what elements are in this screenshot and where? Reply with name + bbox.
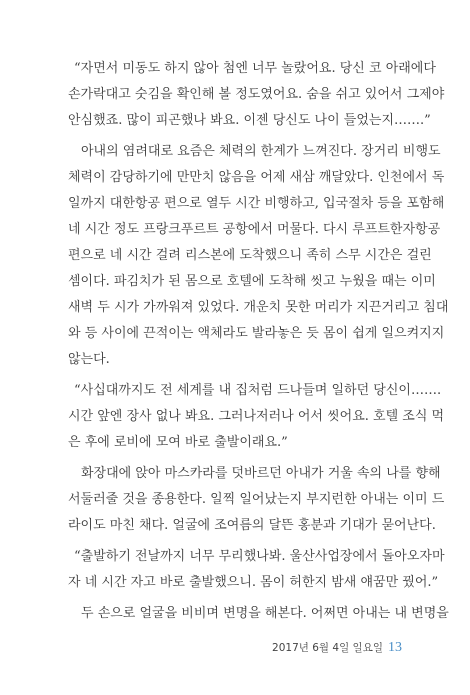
- text-line: 시간 앞엔 장사 없나 봐요. 그러나저러나 어서 씻어요. 호텔 조식 먹: [68, 409, 445, 424]
- text-line: “출발하기 전날까지 너무 무리했나봐. 울산사업장에서 돌아오자마: [74, 549, 445, 564]
- body-text: [68, 56, 449, 627]
- text-line: 셈이다. 파김치가 된 몸으로 호텔에 도착해 씻고 누웠을 때는 이미: [68, 274, 436, 289]
- text-line: 일까지 대한항공 편으로 열두 시간 비행하고, 입국절차 등을 포함해: [68, 196, 445, 211]
- text-line: 새벽 두 시가 가까워져 있었다. 개운치 못한 머리가 지끈거리고 침대: [68, 300, 449, 315]
- text-line: 라이도 마친 채다. 얼굴에 조여름의 달뜬 홍분과 기대가 묻어난다.: [68, 518, 436, 533]
- text-line: 네 시간 정도 프랑크푸르트 공항에서 머물다. 다시 루프트한자항공: [68, 222, 441, 237]
- text-line: 손가락대고 숫김을 확인해 볼 정도였어요. 숨을 쉬고 있어서 그제야: [68, 87, 445, 102]
- text-line: 안심했죠. 많이 피곤했나 봐요. 이젠 당신도 나이 들었는지…….”: [68, 113, 431, 128]
- text-line: 자 네 시간 자고 바로 출발했으니. 몸이 허한지 밤새 얘꿈만 꿨어.”: [68, 575, 439, 590]
- text-line: 체력이 감당하기에 만만치 않음을 어제 새삼 깨달았다. 인천에서 독: [68, 170, 445, 185]
- text-line: 와 등 사이에 끈적이는 액체라도 발라놓은 듯 몸이 쉽게 일으켜지지: [68, 326, 445, 341]
- text-line: 않는다.: [68, 352, 110, 367]
- footer-date: 2017년 6월 4일 일요일: [272, 642, 383, 654]
- text-line: 화장대에 앉아 마스카라를 덧바르던 아내가 거울 속의 나를 향해: [81, 466, 441, 481]
- text-line: “자면서 미동도 하지 않아 첨엔 너무 놀랐어요. 당신 코 아래에다: [74, 61, 436, 76]
- page-number: 13: [388, 640, 402, 655]
- text-line: 서둘러줄 것을 종용한다. 일찍 일어났는지 부지런한 아내는 이미 드: [68, 492, 445, 507]
- text-line: 두 손으로 얼굴을 비비며 변명을 해본다. 어쩌면 아내는 내 변명을: [81, 606, 449, 621]
- page-footer: [0, 636, 402, 656]
- text-line: 아내의 염려대로 요즘은 체력의 한계가 느껴진다. 장거리 비행도: [81, 144, 441, 159]
- text-line: 편으로 네 시간 걸려 리스본에 도착했으니 족히 스무 시간은 걸린: [68, 248, 432, 263]
- text-line: 은 후에 로비에 모여 바로 출발이래요.”: [68, 435, 288, 450]
- text-line: “사십대까지도 전 세계를 내 집처럼 드나들며 일하던 당신이…….: [74, 383, 442, 398]
